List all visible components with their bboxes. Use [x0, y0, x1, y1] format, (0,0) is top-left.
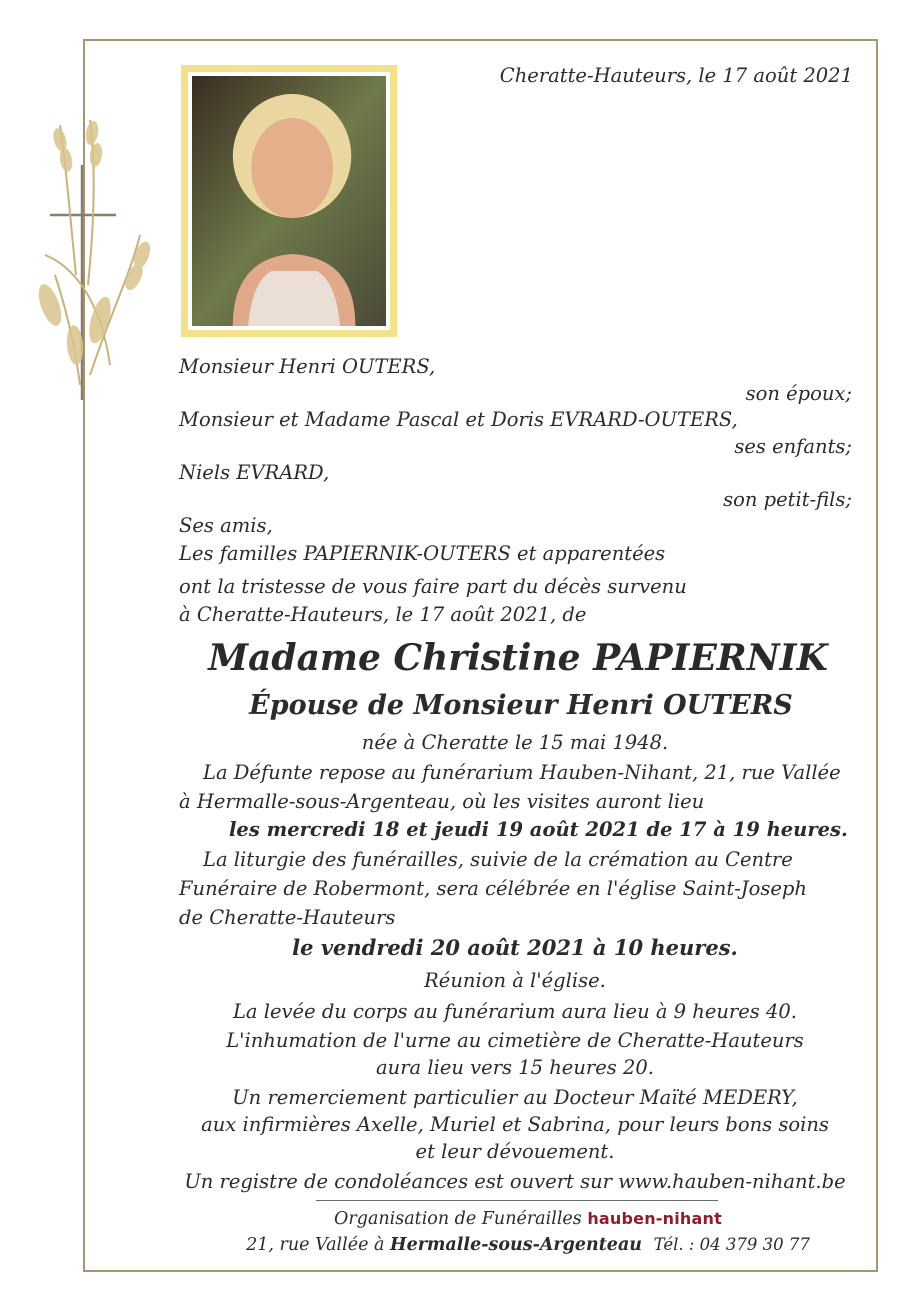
note-line: Réunion à l'église.	[424, 969, 606, 992]
visitation-times: les mercredi 18 et jeudi 19 août 2021 de 17 à 19 heures.	[229, 818, 848, 841]
footer-divider	[316, 1200, 718, 1201]
deceased-name: Madame Christine PAPIERNIK	[208, 637, 828, 679]
place-date: Cheratte-Hauteurs, le 17 août 2021	[499, 64, 853, 87]
condolence-register-line: Un registre de condoléances est ouvert sur www.hauben-nihant.be	[184, 1170, 846, 1193]
note-line: La levée du corps au funérarium aura lieu à 9 heures 40.	[232, 1000, 798, 1023]
intro-line: Ses amis,	[179, 514, 273, 537]
note-line: Un remerciement particulier au Docteur Maïté MEDERY,	[232, 1086, 798, 1109]
ceremony-line: La liturgie des funérailles, suivie de la crémation au Centre	[203, 848, 793, 871]
intro-line: à Cheratte-Hauteurs, le 17 août 2021, de	[179, 603, 587, 626]
visitation-line: à Hermalle-sous-Argenteau, où les visites auront lieu	[179, 790, 705, 813]
intro-line: Les familles PAPIERNIK-OUTERS et apparentées	[179, 542, 666, 565]
family-member-name: Monsieur et Madame Pascal et Doris EVRARD-OUTERS,	[179, 408, 738, 431]
birth-line: née à Cheratte le 15 mai 1948.	[361, 731, 669, 754]
footer-phone: Tél. : 04 379 30 77	[653, 1235, 810, 1254]
portrait-photo	[181, 65, 397, 337]
ceremony-line: de Cheratte-Hauteurs	[179, 906, 396, 929]
note-line: aura lieu vers 15 heures 20.	[376, 1056, 654, 1079]
visitation-line: La Défunte repose au funérarium Hauben-Nihant, 21, rue Vallée	[203, 761, 841, 784]
footer-organisation	[120, 1209, 918, 1229]
family-member-name: Niels EVRARD,	[179, 461, 330, 484]
note-line: L'inhumation de l'urne au cimetière de Cheratte-Hauteurs	[226, 1029, 804, 1052]
footer-address-prefix: 21, rue Vallée à	[246, 1235, 385, 1255]
note-line: et leur dévouement.	[415, 1140, 615, 1163]
brand-logo: hauben-nihant	[587, 1209, 722, 1228]
footer-org-label: Organisation de Funérailles	[334, 1209, 582, 1229]
family-member-relation: son époux;	[745, 382, 852, 405]
family-member-name: Monsieur Henri OUTERS,	[179, 355, 436, 378]
note-line: aux infirmières Axelle, Muriel et Sabrina, pour leurs bons soins	[201, 1113, 829, 1136]
family-member-relation: son petit-fils;	[723, 488, 852, 511]
wheat-cross-icon	[30, 105, 165, 405]
ceremony-line: Funéraire de Robermont, sera célébrée en l'église Saint-Joseph	[179, 877, 807, 900]
footer-town: Hermalle-sous-Argenteau	[390, 1235, 643, 1255]
spouse-line: Épouse de Monsieur Henri OUTERS	[249, 690, 793, 721]
family-member-relation: ses enfants;	[734, 435, 852, 458]
intro-line: ont la tristesse de vous faire part du décès survenu	[179, 575, 687, 598]
ceremony-when: le vendredi 20 août 2021 à 10 heures.	[292, 935, 738, 960]
footer-address	[120, 1235, 918, 1255]
